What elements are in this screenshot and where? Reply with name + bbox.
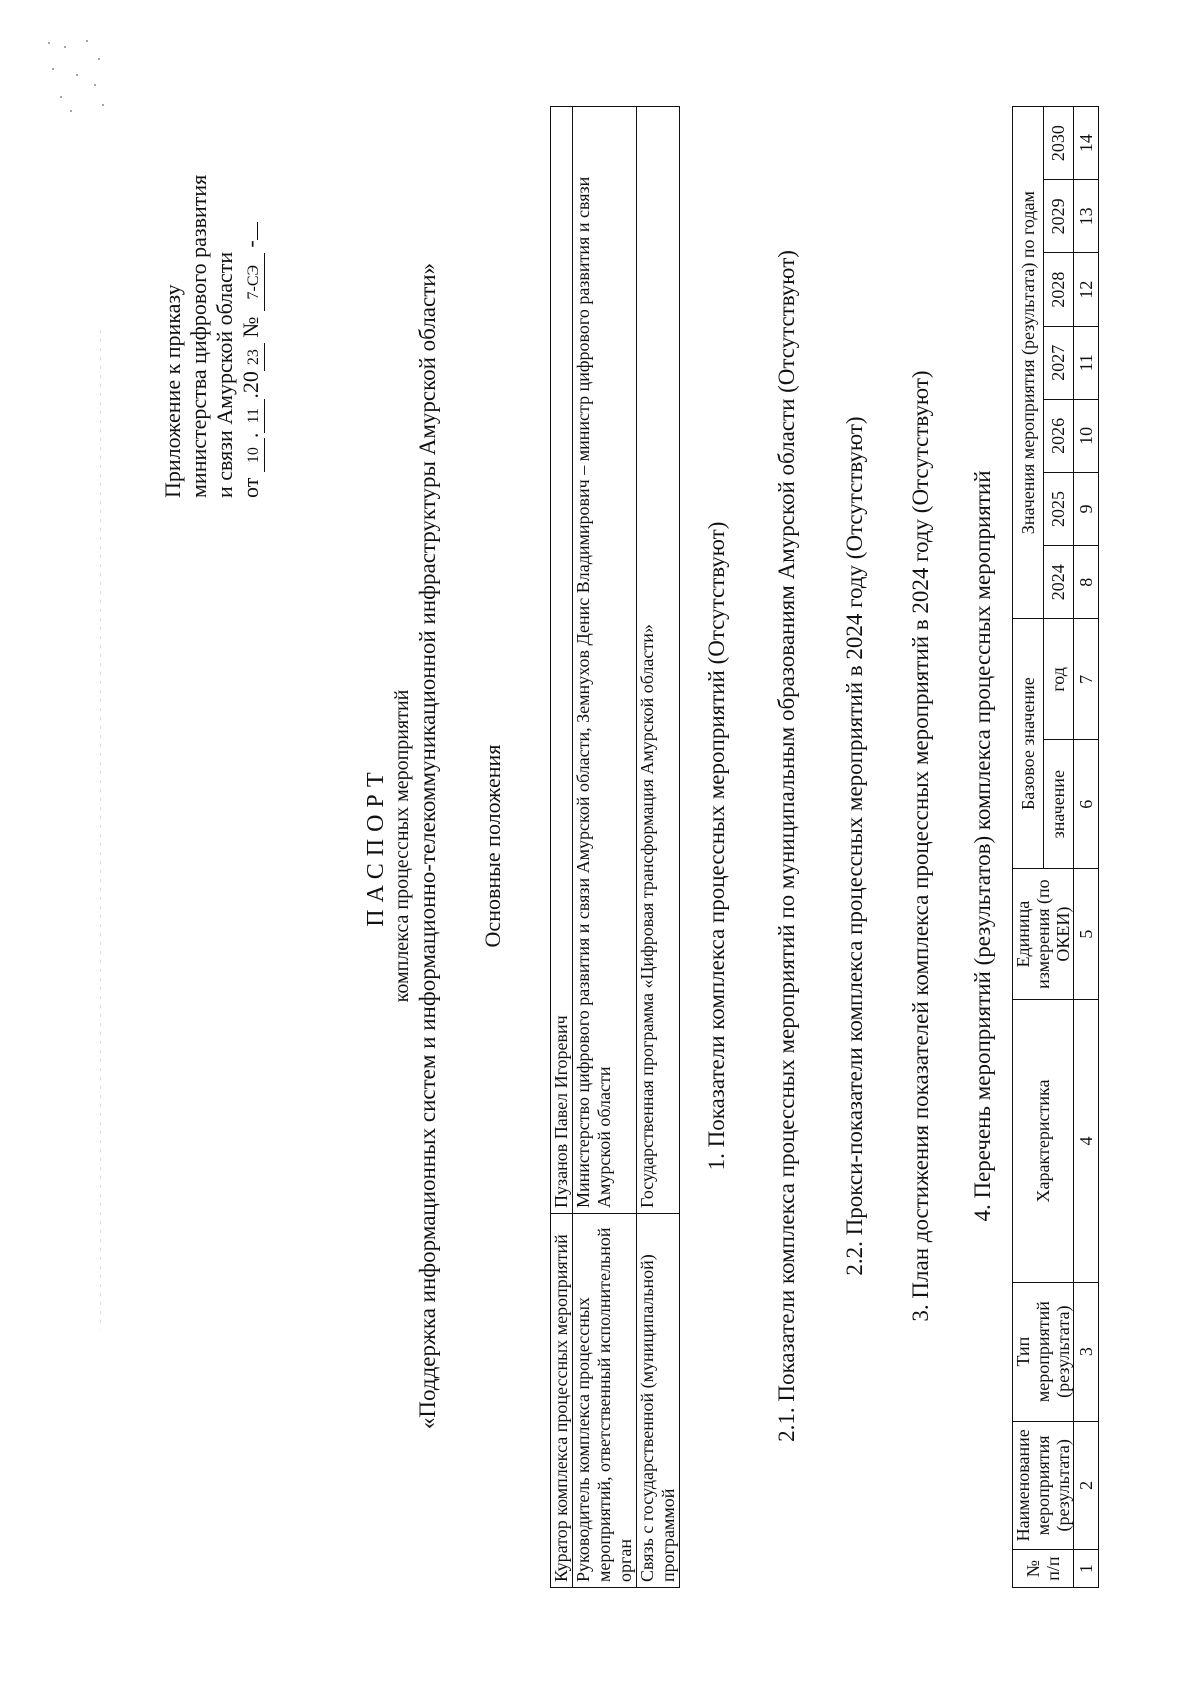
- document-title: [362, 86, 442, 1606]
- basic-provisions-heading: Основные положения: [480, 744, 505, 948]
- index-cell: 12: [1074, 253, 1099, 326]
- from-prefix: от: [238, 477, 263, 498]
- date-year-prefix: 20: [238, 371, 263, 394]
- attachment-note: [160, 175, 265, 498]
- attachment-line-3: и связи Амурской области: [212, 251, 237, 498]
- section-3-heading: 3. План достижения показателей комплекса процессных мероприятий в 2024 году (Отсутствуют): [908, 370, 933, 1322]
- col-header-base-year: год: [1043, 619, 1074, 740]
- index-cell: 6: [1074, 740, 1099, 869]
- row-label: Куратор комплекса процессных мероприятий: [551, 1214, 573, 1588]
- col-header-year: 2029: [1043, 180, 1074, 253]
- col-header-characteristic: Характеристика: [1013, 1000, 1074, 1283]
- date-month: 11: [244, 399, 265, 433]
- attachment-line-1: Приложение к приказу: [160, 284, 185, 498]
- table-index-row: [1074, 107, 1099, 1588]
- col-header-base: Базовое значение: [1013, 619, 1044, 869]
- section-2-2-heading: 2.2. Прокси-показатели комплекса процессных мероприятий в 2024 году (Отсутствуют): [842, 416, 867, 1276]
- col-header-name: Наименование мероприятия (результата): [1013, 1421, 1074, 1550]
- col-header-type: Тип мероприятий (результата): [1013, 1282, 1074, 1421]
- index-cell: 3: [1074, 1282, 1099, 1421]
- order-number: 7-СЭ: [244, 253, 265, 311]
- col-header-base-value: значение: [1043, 740, 1074, 869]
- index-cell: 4: [1074, 1000, 1099, 1283]
- row-value: Государственная программа «Цифровая трансформация Амурской области»: [637, 107, 680, 1214]
- index-cell: 8: [1074, 546, 1099, 619]
- number-sign: №: [238, 316, 263, 338]
- attachment-date-line: от 10.11.2023 № 7-СЭ -: [238, 175, 265, 498]
- section-2-1-heading: 2.1. Показатели комплекса процессных мероприятий по муниципальным образованиям Амурской области (Отсутствуют): [774, 250, 799, 1442]
- col-header-year: 2030: [1043, 107, 1074, 180]
- index-cell: 10: [1074, 399, 1099, 472]
- col-header-unit: Единица измерения (по ОКЕИ): [1013, 869, 1074, 1000]
- section-4-heading: 4. Перечень мероприятий (результатов) комплекса процессных мероприятий: [970, 470, 995, 1222]
- events-table: [1012, 106, 1099, 1588]
- attachment-line-2: министерства цифрового развития: [186, 174, 211, 498]
- table-row: [551, 107, 573, 1588]
- index-cell: 13: [1074, 180, 1099, 253]
- index-cell: 7: [1074, 619, 1099, 740]
- col-header-num: № п/п: [1013, 1550, 1074, 1588]
- row-value: Министерство цифрового развития и связи Амурской области, Земнухов Денис Владимирович – министр цифрового развития и связи Амурской области: [573, 107, 637, 1214]
- index-cell: 1: [1074, 1550, 1099, 1588]
- index-cell: 11: [1074, 326, 1099, 399]
- col-header-year: 2026: [1043, 399, 1074, 472]
- col-header-year: 2025: [1043, 472, 1074, 545]
- order-number-tail: -: [238, 240, 263, 248]
- col-header-year: 2024: [1043, 546, 1074, 619]
- date-year-suffix: 23: [244, 343, 265, 371]
- row-label: Связь с государственной (муниципальной) программой: [637, 1214, 680, 1588]
- col-header-year: 2027: [1043, 326, 1074, 399]
- row-value: Пузанов Павел Игоревич: [551, 107, 573, 1214]
- rotated-page: [0, 64, 1100, 1634]
- order-number-blank: [257, 222, 258, 240]
- date-day: 10: [244, 438, 265, 472]
- title-program-name: «Поддержка информационных систем и информационно-телекоммуникационной инфраструктуры Амурской области»: [415, 262, 440, 1430]
- basic-provisions-table: [550, 106, 680, 1588]
- index-cell: 9: [1074, 472, 1099, 545]
- title-subheading: комплекса процессных мероприятий: [391, 689, 413, 1003]
- index-cell: 5: [1074, 869, 1099, 1000]
- section-1-heading: 1. Показатели комплекса процессных мероприятий (Отсутствуют): [704, 521, 729, 1171]
- row-label: Руководитель комплекса процессных мероприятий, ответственный исполнительной орган: [573, 1214, 637, 1588]
- table-row: [573, 107, 637, 1588]
- table-header-row: [1013, 107, 1044, 1588]
- index-cell: 14: [1074, 107, 1099, 180]
- table-row: [637, 107, 680, 1588]
- col-header-year: 2028: [1043, 253, 1074, 326]
- col-header-years: Значения мероприятия (результата) по годам: [1013, 107, 1044, 619]
- title-heading: ПАСПОРТ: [363, 765, 389, 927]
- index-cell: 2: [1074, 1421, 1099, 1550]
